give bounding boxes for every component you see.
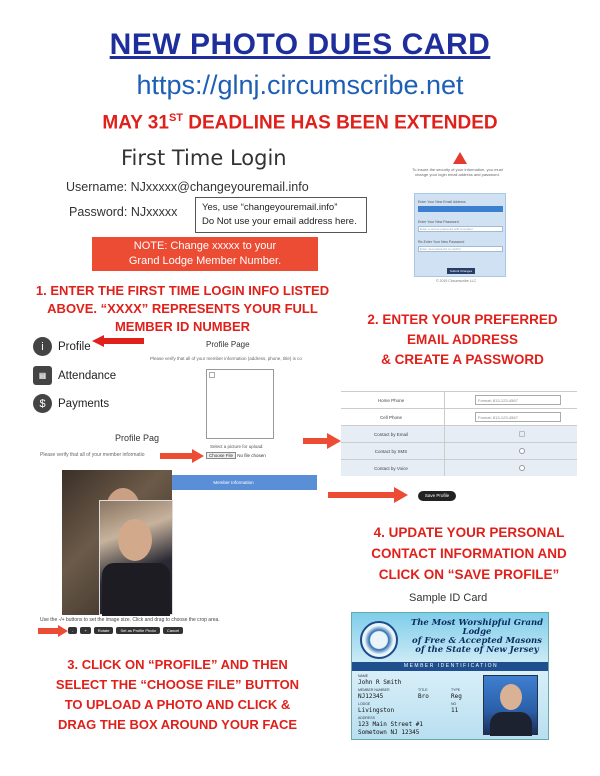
row-label: Cell Phone [379, 415, 402, 420]
lodge-name [407, 619, 547, 655]
table-row [341, 391, 577, 408]
step-4-line-1: 4. UPDATE YOUR PERSONAL [373, 525, 565, 540]
deadline-sup: ST [168, 112, 183, 124]
address-line-1: 123 Main Street #1 [358, 721, 424, 728]
id-suit [490, 712, 532, 736]
first-time-login-title: First Time Login [121, 146, 287, 170]
type-value: Reg [451, 693, 462, 700]
no-file-chosen: No file chosen [237, 453, 266, 458]
profile-verify-text-2: Please verify that all of your member informatio [40, 452, 145, 458]
step-4-line-3: CLICK ON “SAVE PROFILE” [378, 567, 560, 582]
deadline-post: DEADLINE HAS BEEN EXTENDED [183, 112, 498, 134]
confirm-password-label: Re-Enter Your New Password [418, 240, 465, 244]
menu-item-attendance[interactable] [33, 366, 116, 385]
calendar-icon: ▦ [33, 366, 52, 385]
step-3-line-2: SELECT THE “CHOOSE FILE” BUTTON [55, 677, 300, 692]
note-line-2: Grand Lodge Member Number. [128, 255, 282, 267]
lodge-value: Livingston [358, 707, 395, 714]
lodge-line-3: of the State of New Jersey [415, 645, 539, 655]
step-1-line-3: MEMBER ID NUMBER [114, 319, 251, 334]
id-card-photo [483, 675, 538, 735]
profile-verify-text: Please verify that all of your member information (address, phone, title) is co [150, 356, 302, 361]
step-2-line-2: EMAIL ADDRESS [406, 332, 518, 347]
contact-email-checkbox[interactable] [519, 431, 525, 437]
dollar-icon: $ [33, 394, 52, 413]
arrow-to-crop-buttons-icon [38, 625, 68, 637]
type-label: TYPE [451, 688, 461, 692]
title-label: TITLE [418, 688, 428, 692]
menu-label-profile: Profile [58, 340, 91, 353]
step-3-line-3: TO UPLOAD A PHOTO AND CLICK & [64, 697, 291, 712]
site-url: https://glnj.circumscribe.net [136, 70, 464, 100]
lodge-number-value: 11 [451, 707, 459, 714]
profile-page-title: Profile Page [206, 340, 250, 349]
contact-table [341, 383, 577, 475]
sample-id-title: Sample ID Card [409, 592, 488, 604]
member-identification-band: MEMBER IDENTIFICATION [352, 662, 549, 671]
table-row [341, 459, 577, 476]
step-2-line-1: 2. ENTER YOUR PREFERRED [367, 312, 558, 327]
security-form [414, 193, 506, 277]
new-email-label: Enter Your New Email Address [418, 200, 466, 204]
contact-sms-checkbox[interactable] [519, 448, 525, 454]
set-profile-photo-button[interactable]: Set as Profile Photo [116, 627, 159, 634]
table-row [341, 442, 577, 459]
menu-label-attendance: Attendance [58, 369, 117, 382]
id-face [500, 684, 522, 710]
cropped-face [118, 519, 152, 561]
lodge-label: LODGE [358, 702, 371, 706]
step-3-line-4: DRAG THE BOX AROUND YOUR FACE [57, 717, 298, 732]
crop-hint: Use the -/+ buttons to set the image size. Click and drag to choose the crop area. [40, 617, 220, 623]
choose-file-button[interactable]: Choose File [206, 452, 236, 459]
zoom-in-button[interactable]: + [80, 627, 90, 634]
row-label: Home Phone [377, 398, 405, 403]
page-title: NEW PHOTO DUES CARD [109, 28, 491, 61]
contact-voice-checkbox[interactable] [519, 465, 525, 471]
save-profile-button[interactable]: Save Profile [418, 491, 456, 501]
row-label: Contact by Email [373, 432, 408, 437]
menu-item-payments[interactable] [33, 394, 109, 413]
lodge-number-label: NO [451, 702, 457, 706]
step-1-line-2: ABOVE. “XXXX” REPRESENTS YOUR FULL [47, 301, 318, 316]
username-line: Username: NJxxxxx@changeyouremail.info [66, 180, 309, 194]
profile-page-title-2: Profile Pag [115, 433, 160, 443]
member-number-label: MEMBER NUMBER [358, 688, 390, 692]
menu-item-profile[interactable] [33, 337, 91, 356]
hint-line-2: Do Not use your email address here. [202, 216, 357, 227]
grand-lodge-seal-icon [360, 621, 398, 659]
title-value: Bro [418, 693, 429, 700]
password-line: Password: NJxxxxx [69, 205, 178, 219]
lodge-line-1: The Most Worshipful Grand Lodge [410, 618, 544, 637]
step-3-instructions [25, 655, 330, 735]
choose-file-control[interactable] [206, 453, 266, 458]
step-1-line-1: 1. ENTER THE FIRST TIME LOGIN INFO LISTED [35, 283, 330, 298]
confirm-password-input[interactable]: Enter new password to confirm [418, 246, 503, 252]
lodge-line-2: of Free & Accepted Masons [412, 636, 542, 646]
arrow-to-choose-file-icon [160, 449, 204, 463]
step-2-instructions [330, 310, 595, 370]
submit-changes-button[interactable]: Submit Changes [447, 268, 475, 274]
arrow-to-save-icon [328, 487, 408, 503]
cell-phone-input[interactable]: Format: 813-123-4567 [475, 412, 561, 422]
crop-selection-box[interactable] [99, 500, 173, 615]
deadline-pre: MAY 31 [102, 112, 169, 134]
member-number-value: NJ12345 [358, 693, 384, 700]
row-label: Contact by SMS [374, 449, 408, 454]
note-box [92, 237, 318, 271]
home-phone-input[interactable]: Format: 813-123-4567 [475, 395, 561, 405]
new-password-label: Enter Your New Password [418, 220, 459, 224]
profile-photo-frame [206, 369, 274, 439]
cancel-button[interactable]: Cancel [163, 627, 183, 634]
broken-image-icon [209, 372, 215, 378]
member-information-bar: Member Information [150, 475, 317, 490]
zoom-out-button[interactable]: - [68, 627, 77, 634]
select-picture-label: Select a picture for upload: [210, 444, 264, 449]
arrow-to-member-info-icon [303, 433, 341, 449]
menu-label-payments: Payments [58, 397, 110, 410]
name-value: John R Smith [358, 679, 402, 686]
cropped-suit [102, 563, 170, 616]
hint-box [195, 197, 367, 233]
step-2-line-3: & CREATE A PASSWORD [381, 352, 544, 367]
security-footer: © 2019 Circumscribe LLC [436, 279, 477, 283]
table-row [341, 408, 577, 425]
deadline-notice [0, 112, 600, 134]
arrow-to-profile-icon [92, 335, 144, 347]
hint-line-1: Yes, use “changeyouremail.info” [202, 202, 338, 213]
sample-id-card [351, 612, 549, 740]
crop-buttons [68, 627, 183, 634]
new-email-input[interactable] [418, 206, 503, 212]
address-label: ADDRESS [358, 716, 375, 720]
address-line-2: Sometown NJ 12345 [358, 729, 420, 736]
step-1-instructions [30, 282, 335, 336]
name-label: NAME [358, 674, 369, 678]
warning-icon [453, 152, 467, 164]
info-icon: i [33, 337, 52, 356]
step-3-line-1: 3. CLICK ON “PROFILE” AND THEN [67, 657, 288, 672]
step-4-line-2: CONTACT INFORMATION AND [371, 546, 567, 561]
row-label: Contact by Voice [374, 466, 408, 471]
security-intro: To insure the security of your information, you must change your login email address and password. [412, 167, 503, 177]
new-password-input[interactable]: Enter a secure password with a number [418, 226, 503, 232]
note-line-1: NOTE: Change xxxxx to your [133, 240, 277, 252]
step-4-instructions [340, 522, 598, 585]
rotate-button[interactable]: Rotate [94, 627, 114, 634]
table-row [341, 425, 577, 442]
